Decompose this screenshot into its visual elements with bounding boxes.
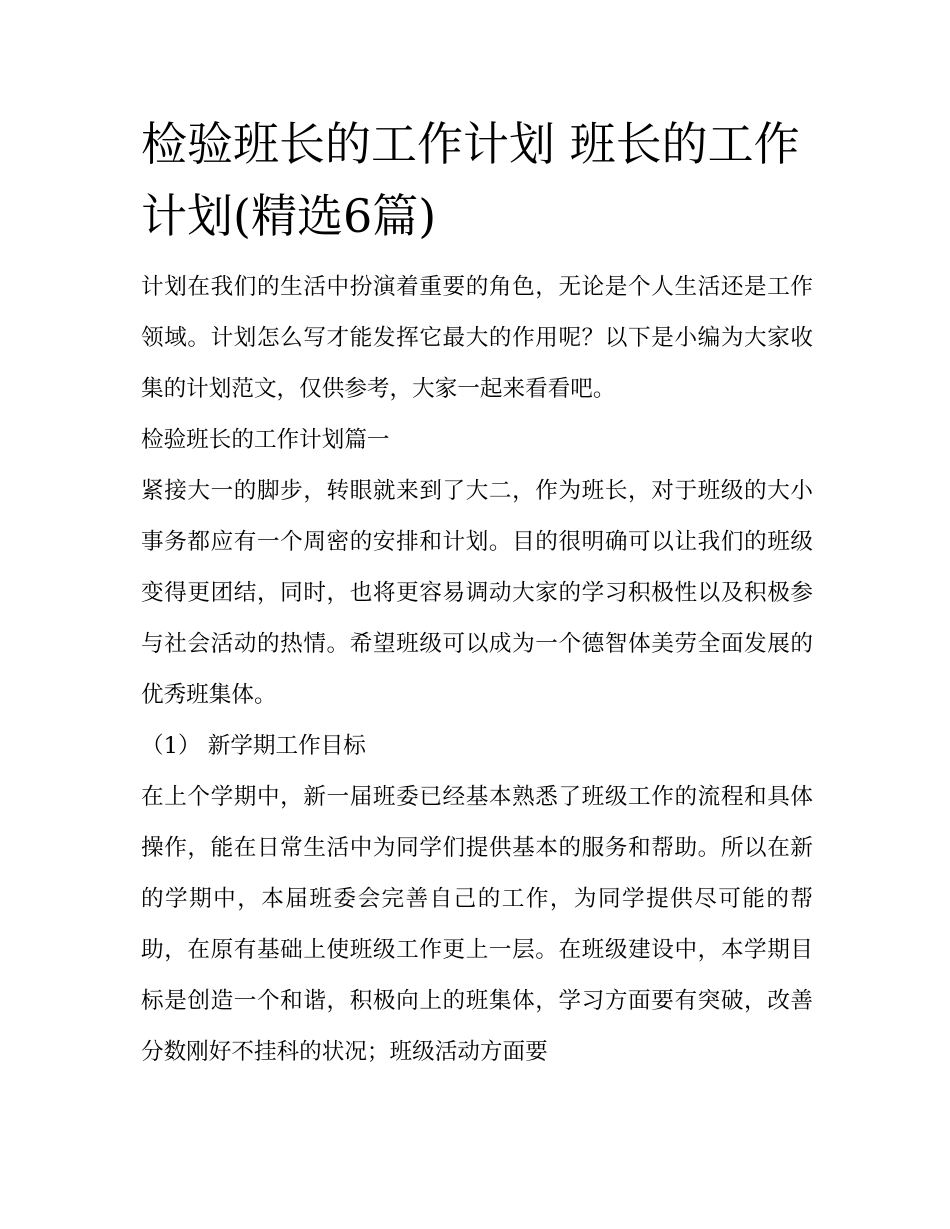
intro-paragraph: 计划在我们的生活中扮演着重要的角色，无论是个人生活还是工作领域。计划怎么写才能发挥它最大的作用呢？以下是小编为大家收集的计划范文，仅供参考，大家一起来看看吧。 [141,274,813,402]
body-paragraph: 紧接大一的脚步，转眼就来到了大二，作为班长，对于班级的大小事务都应有一个周密的安排和计划。目的很明确可以让我们的班级变得更团结，同时，也将更容易调动大家的学习积极性以及积极参与社会活动的热情。希望班级可以成为一个德智体美劳全面发展的优秀班集体。 [141,478,813,708]
subheading: （1） 新学期工作目标 [141,733,366,759]
document-body [141,108,813,1078]
body-paragraph: 在上个学期中，新一届班委已经基本熟悉了班级工作的流程和具体操作，能在日常生活中为同学们提供基本的服务和帮助。所以在新的学期中，本届班委会完善自己的工作，为同学提供尽可能的帮助，在原有基础上使班级工作更上一层。在班级建设中，本学期目标是创造一个和谐，积极向上的班集体，学习方面要有突破，改善分数刚好不挂科的状况；班级活动方面要 [141,784,813,1065]
title-block [141,108,813,252]
document-title: 检验班长的工作计划 班长的工作计划(精选6篇) [141,117,800,243]
section-heading: 检验班长的工作计划篇一 [141,427,390,453]
